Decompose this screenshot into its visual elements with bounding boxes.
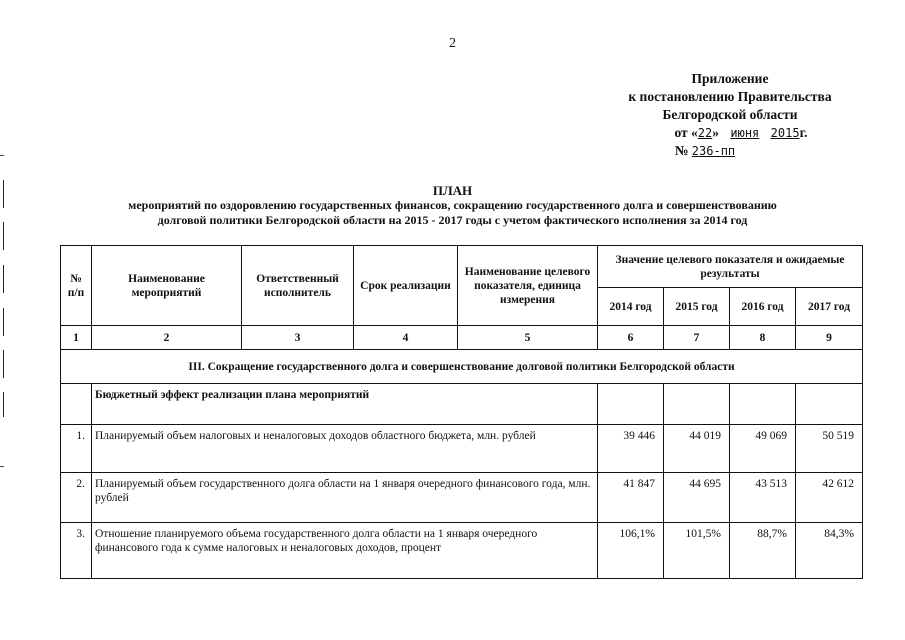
page-number: 2 — [449, 36, 456, 51]
table-row — [61, 522, 863, 578]
margin-tick — [0, 466, 4, 467]
row-number: 1. — [61, 424, 92, 472]
column-number: 8 — [730, 326, 796, 350]
value-2015: 44 019 — [664, 424, 730, 472]
row-number: 2. — [61, 472, 92, 522]
date-day: 22 — [697, 126, 713, 140]
subsection-title: Бюджетный эффект реализации плана мероприятий — [92, 384, 598, 424]
plan-subtitle-line1: мероприятий по оздоровлению государственных финансов, сокращению государственного долга и совершенствованию — [128, 198, 777, 212]
approval-number — [560, 142, 900, 160]
margin-tick — [0, 155, 4, 156]
value-2016: 49 069 — [730, 424, 796, 472]
section-title: III. Сокращение государственного долга и совершенствование долговой политики Белгородской области — [61, 350, 863, 384]
approval-resolution: к постановлению Правительства — [628, 89, 832, 104]
empty-cell — [730, 384, 796, 424]
plan-table — [60, 245, 863, 579]
header-row — [61, 246, 863, 288]
header-year: 2017 год — [796, 288, 863, 326]
date-mid: » — [712, 125, 719, 140]
value-2017: 50 519 — [796, 424, 863, 472]
approval-title: Приложение — [691, 71, 769, 86]
row-number: 3. — [61, 522, 92, 578]
column-number: 3 — [242, 326, 354, 350]
value-2017: 84,3% — [796, 522, 863, 578]
empty-cell — [796, 384, 863, 424]
number-prefix: № — [674, 143, 689, 158]
table-row — [61, 472, 863, 522]
approval-block — [560, 70, 900, 160]
empty-cell — [664, 384, 730, 424]
value-2017: 42 612 — [796, 472, 863, 522]
value-2016: 88,7% — [730, 522, 796, 578]
value-2016: 43 513 — [730, 472, 796, 522]
margin-mark — [3, 350, 4, 378]
header-year: 2014 год — [598, 288, 664, 326]
plan-title — [0, 183, 905, 228]
row-description: Отношение планируемого объема государственного долга области на 1 января очередного финансового года к сумме налоговых и неналоговых доходов, процент — [92, 522, 598, 578]
row-description: Планируемый объем налоговых и неналоговых доходов областного бюджета, млн. рублей — [92, 424, 598, 472]
empty-cell — [61, 384, 92, 424]
header-executor: Ответственный исполнитель — [242, 246, 354, 326]
empty-cell — [598, 384, 664, 424]
subsection-row — [61, 384, 863, 424]
margin-mark — [3, 180, 4, 208]
margin-mark — [3, 392, 4, 417]
approval-region: Белгородской области — [662, 107, 798, 122]
column-number: 5 — [458, 326, 598, 350]
header-indicator-values: Значение целевого показателя и ожидаемые результаты — [598, 246, 863, 288]
value-2014: 39 446 — [598, 424, 664, 472]
header-year: 2016 год — [730, 288, 796, 326]
number-value: 236-пп — [691, 144, 736, 158]
section-row — [61, 350, 863, 384]
header-indicator: Наименование целевого показателя, единица измерения — [458, 246, 598, 326]
header-number: № п/п — [61, 246, 92, 326]
margin-mark — [3, 265, 4, 293]
column-number: 6 — [598, 326, 664, 350]
value-2015: 101,5% — [664, 522, 730, 578]
value-2014: 106,1% — [598, 522, 664, 578]
header-year: 2015 год — [664, 288, 730, 326]
value-2014: 41 847 — [598, 472, 664, 522]
margin-mark — [3, 308, 4, 336]
margin-mark — [3, 222, 4, 250]
column-number: 4 — [354, 326, 458, 350]
approval-date — [560, 124, 900, 142]
plan-subtitle-line2: долговой политики Белгородской области на 2015 - 2017 годы с учетом фактического исполнения за 2014 год — [157, 213, 748, 227]
column-numbers-row — [61, 326, 863, 350]
plan-heading: ПЛАН — [432, 183, 473, 198]
column-number: 1 — [61, 326, 92, 350]
header-deadline: Срок реализации — [354, 246, 458, 326]
column-number: 9 — [796, 326, 863, 350]
header-activities: Наименование мероприятий — [92, 246, 242, 326]
value-2015: 44 695 — [664, 472, 730, 522]
date-year: 2015 — [770, 126, 800, 140]
column-number: 2 — [92, 326, 242, 350]
column-number: 7 — [664, 326, 730, 350]
table-row — [61, 424, 863, 472]
date-prefix: от « — [674, 125, 698, 140]
row-description: Планируемый объем государственного долга области на 1 января очередного финансового года, млн. рублей — [92, 472, 598, 522]
date-suffix: г. — [799, 125, 808, 140]
date-month: июня — [730, 126, 760, 140]
